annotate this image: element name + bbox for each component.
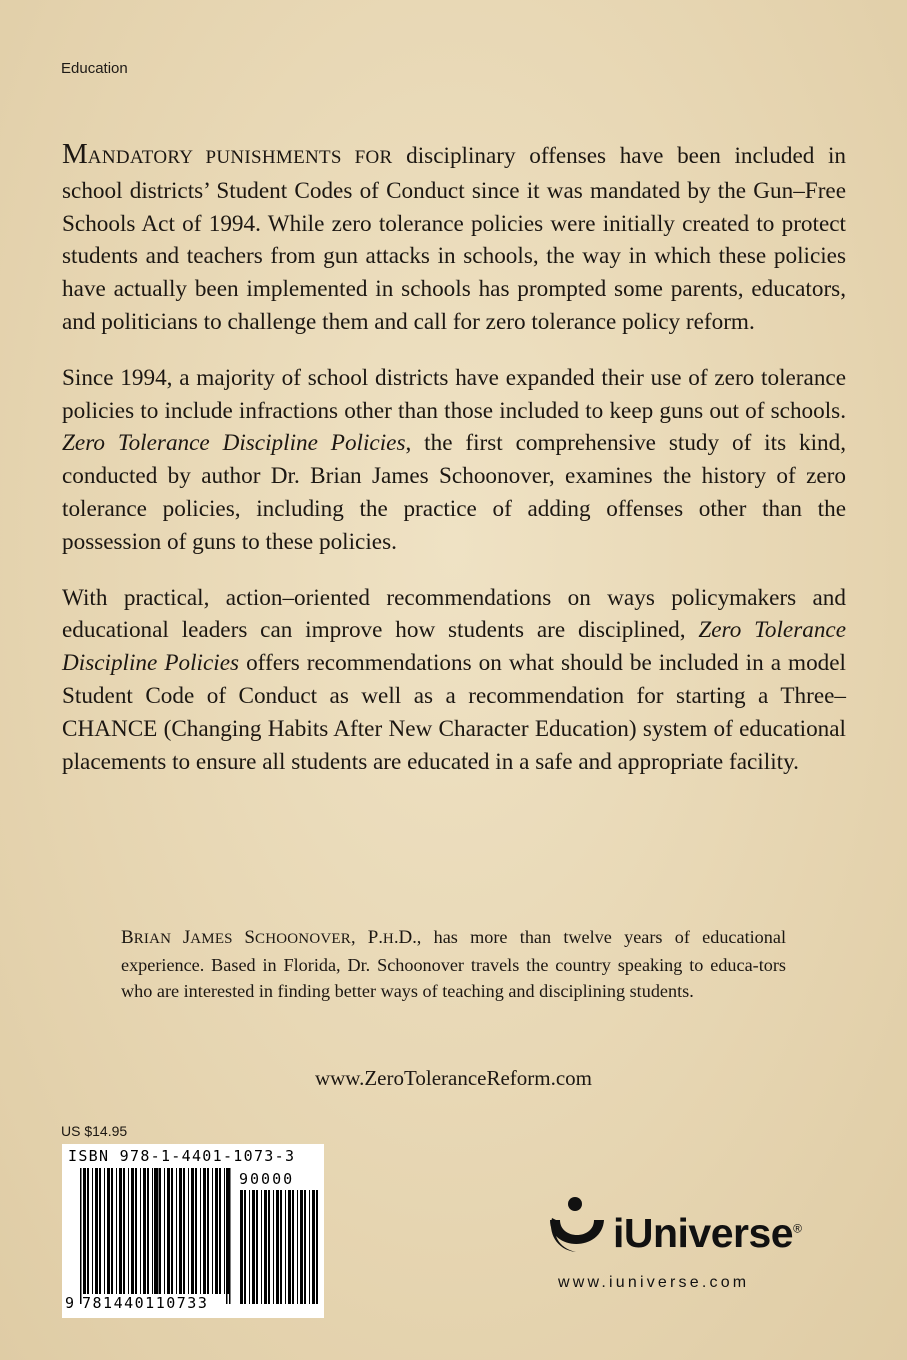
barcode-bar <box>276 1190 279 1304</box>
isbn-number: ISBN 978-1-4401-1073-3 <box>68 1147 296 1165</box>
barcode-bar <box>147 1168 149 1294</box>
barcode-bar <box>240 1190 243 1304</box>
barcode-bar <box>200 1168 201 1294</box>
author-name: BRIAN JAMES SCHOONOVER, P.H.D., <box>121 927 422 948</box>
barcode-addon-digits: 90000 <box>239 1170 295 1188</box>
barcode-bar <box>195 1168 197 1294</box>
back-cover-blurb <box>62 138 846 801</box>
paragraph-3-text-a: With practical, action–oriented recommendations on ways policymakers and educational leaders can improve how students are disciplined, <box>62 584 846 644</box>
barcode-bar <box>140 1168 141 1294</box>
barcode-bar <box>292 1190 294 1304</box>
barcode-bar <box>212 1168 213 1294</box>
barcode-bar <box>244 1190 246 1304</box>
barcode-bar <box>268 1190 270 1304</box>
barcode-bar <box>152 1168 153 1294</box>
paragraph-2-text-b: , the first comprehensive study of its kind, conducted by author Dr. Brian James Schoonover, examines the history of zero tolerance policies, including the practice of adding offenses other than the possession of guns to these policies. <box>62 430 846 555</box>
barcode-bar <box>285 1190 286 1304</box>
barcode-bar <box>300 1190 303 1304</box>
barcode-bar <box>288 1190 291 1304</box>
iuniverse-mark-icon <box>542 1194 612 1264</box>
barcode-bar <box>104 1168 105 1294</box>
barcode-bar <box>95 1168 98 1294</box>
barcode-bar <box>297 1190 298 1304</box>
blurb-paragraph-1 <box>62 138 846 339</box>
book-title: Zero Tolerance Discipline Policies <box>62 617 846 677</box>
category-label: Education <box>61 60 128 77</box>
barcode-bar <box>312 1190 315 1304</box>
barcode-guard-bar <box>229 1168 231 1304</box>
barcode-guard-bar <box>80 1168 82 1304</box>
isbn-barcode <box>62 1144 324 1318</box>
barcode-bar <box>249 1190 250 1304</box>
barcode-bar <box>171 1168 173 1294</box>
barcode-bar <box>135 1168 137 1294</box>
book-website: www.ZeroToleranceReform.com <box>314 1066 593 1090</box>
barcode-bar <box>256 1190 258 1304</box>
paragraph-2-text-a: Since 1994, a majority of school districts have expanded their use of zero tolerance policies to include infractions other than those included to keep guns out of schools. <box>62 364 846 424</box>
barcode-bar <box>116 1168 117 1294</box>
barcode-bar <box>261 1190 262 1304</box>
barcode-guard-bar <box>83 1168 85 1304</box>
barcode-bar <box>179 1168 182 1294</box>
barcode-bar <box>219 1168 221 1294</box>
lead-smallcaps: ANDATORY PUNISHMENTS FOR <box>87 147 393 168</box>
barcode-bar <box>252 1190 255 1304</box>
blurb-paragraph-3 <box>62 582 846 779</box>
barcode-bar <box>159 1168 161 1294</box>
barcode-bar <box>111 1168 113 1294</box>
publisher-url: www.iuniverse.com <box>558 1274 750 1291</box>
barcode-bar <box>224 1168 225 1294</box>
barcode-bar <box>304 1190 306 1304</box>
barcode-bar <box>167 1168 170 1294</box>
barcode-bar <box>92 1168 93 1294</box>
barcode-bar <box>164 1168 165 1294</box>
barcode-bar <box>128 1168 129 1294</box>
lead-initial: M <box>62 138 88 170</box>
barcode-bar <box>280 1190 282 1304</box>
barcode-guard-bar <box>226 1168 228 1304</box>
barcode-bar <box>273 1190 274 1304</box>
barcode-bar <box>316 1190 318 1304</box>
barcode-bar <box>99 1168 101 1294</box>
barcode-bar <box>143 1168 146 1294</box>
blurb-paragraph-2 <box>62 362 846 559</box>
publisher-name: iUniverse® <box>613 1210 802 1256</box>
barcode-bar <box>123 1168 125 1294</box>
price-label: US $14.95 <box>61 1123 128 1139</box>
barcode-bar <box>131 1168 134 1294</box>
barcode-bar <box>215 1168 218 1294</box>
barcode-guard-bar <box>157 1168 159 1304</box>
ean-first-digit: 9 <box>65 1294 75 1312</box>
barcode-bar <box>176 1168 177 1294</box>
book-title: Zero Tolerance Discipline Policies <box>62 430 406 457</box>
barcode-bar <box>207 1168 209 1294</box>
barcode-bar <box>87 1168 89 1294</box>
ean-digits: 781440110733 <box>82 1294 209 1312</box>
barcode-bar <box>119 1168 122 1294</box>
barcode-bar <box>183 1168 185 1294</box>
barcode-bar <box>203 1168 206 1294</box>
barcode-guard-bar <box>154 1168 156 1304</box>
paragraph-3-text-b: offers recommendations on what should be included in a model Student Code of Conduct as well as a recommendation for starting a Three–CHANCE (Changing Habits After New Character Education) system of educational placements to ensure all students are educated in a safe and appropriate facility. <box>62 650 846 775</box>
author-bio <box>121 925 786 1004</box>
barcode-bar <box>309 1190 310 1304</box>
barcode-bar <box>107 1168 110 1294</box>
barcode-bar <box>264 1190 267 1304</box>
paragraph-1-text: disciplinary offenses have been included in school districts’ Student Codes of Conduct since it was mandated by the Gun–Free Schools Act of 1994. While zero tolerance policies were initially created to protect students and teachers from gun attacks in schools, the way in which these policies have actually been implemented in schools has prompted some parents, educators, and politicians to challenge them and call for zero tolerance policy reform. <box>62 143 846 335</box>
barcode-bar <box>191 1168 194 1294</box>
author-bio-text: has more than twelve years of educational experience. Based in Florida, Dr. Schoonover travels the country speaking to educa-tors who are interested in finding better ways of teaching and disciplining students. <box>121 927 786 1001</box>
barcode-bar <box>188 1168 189 1294</box>
